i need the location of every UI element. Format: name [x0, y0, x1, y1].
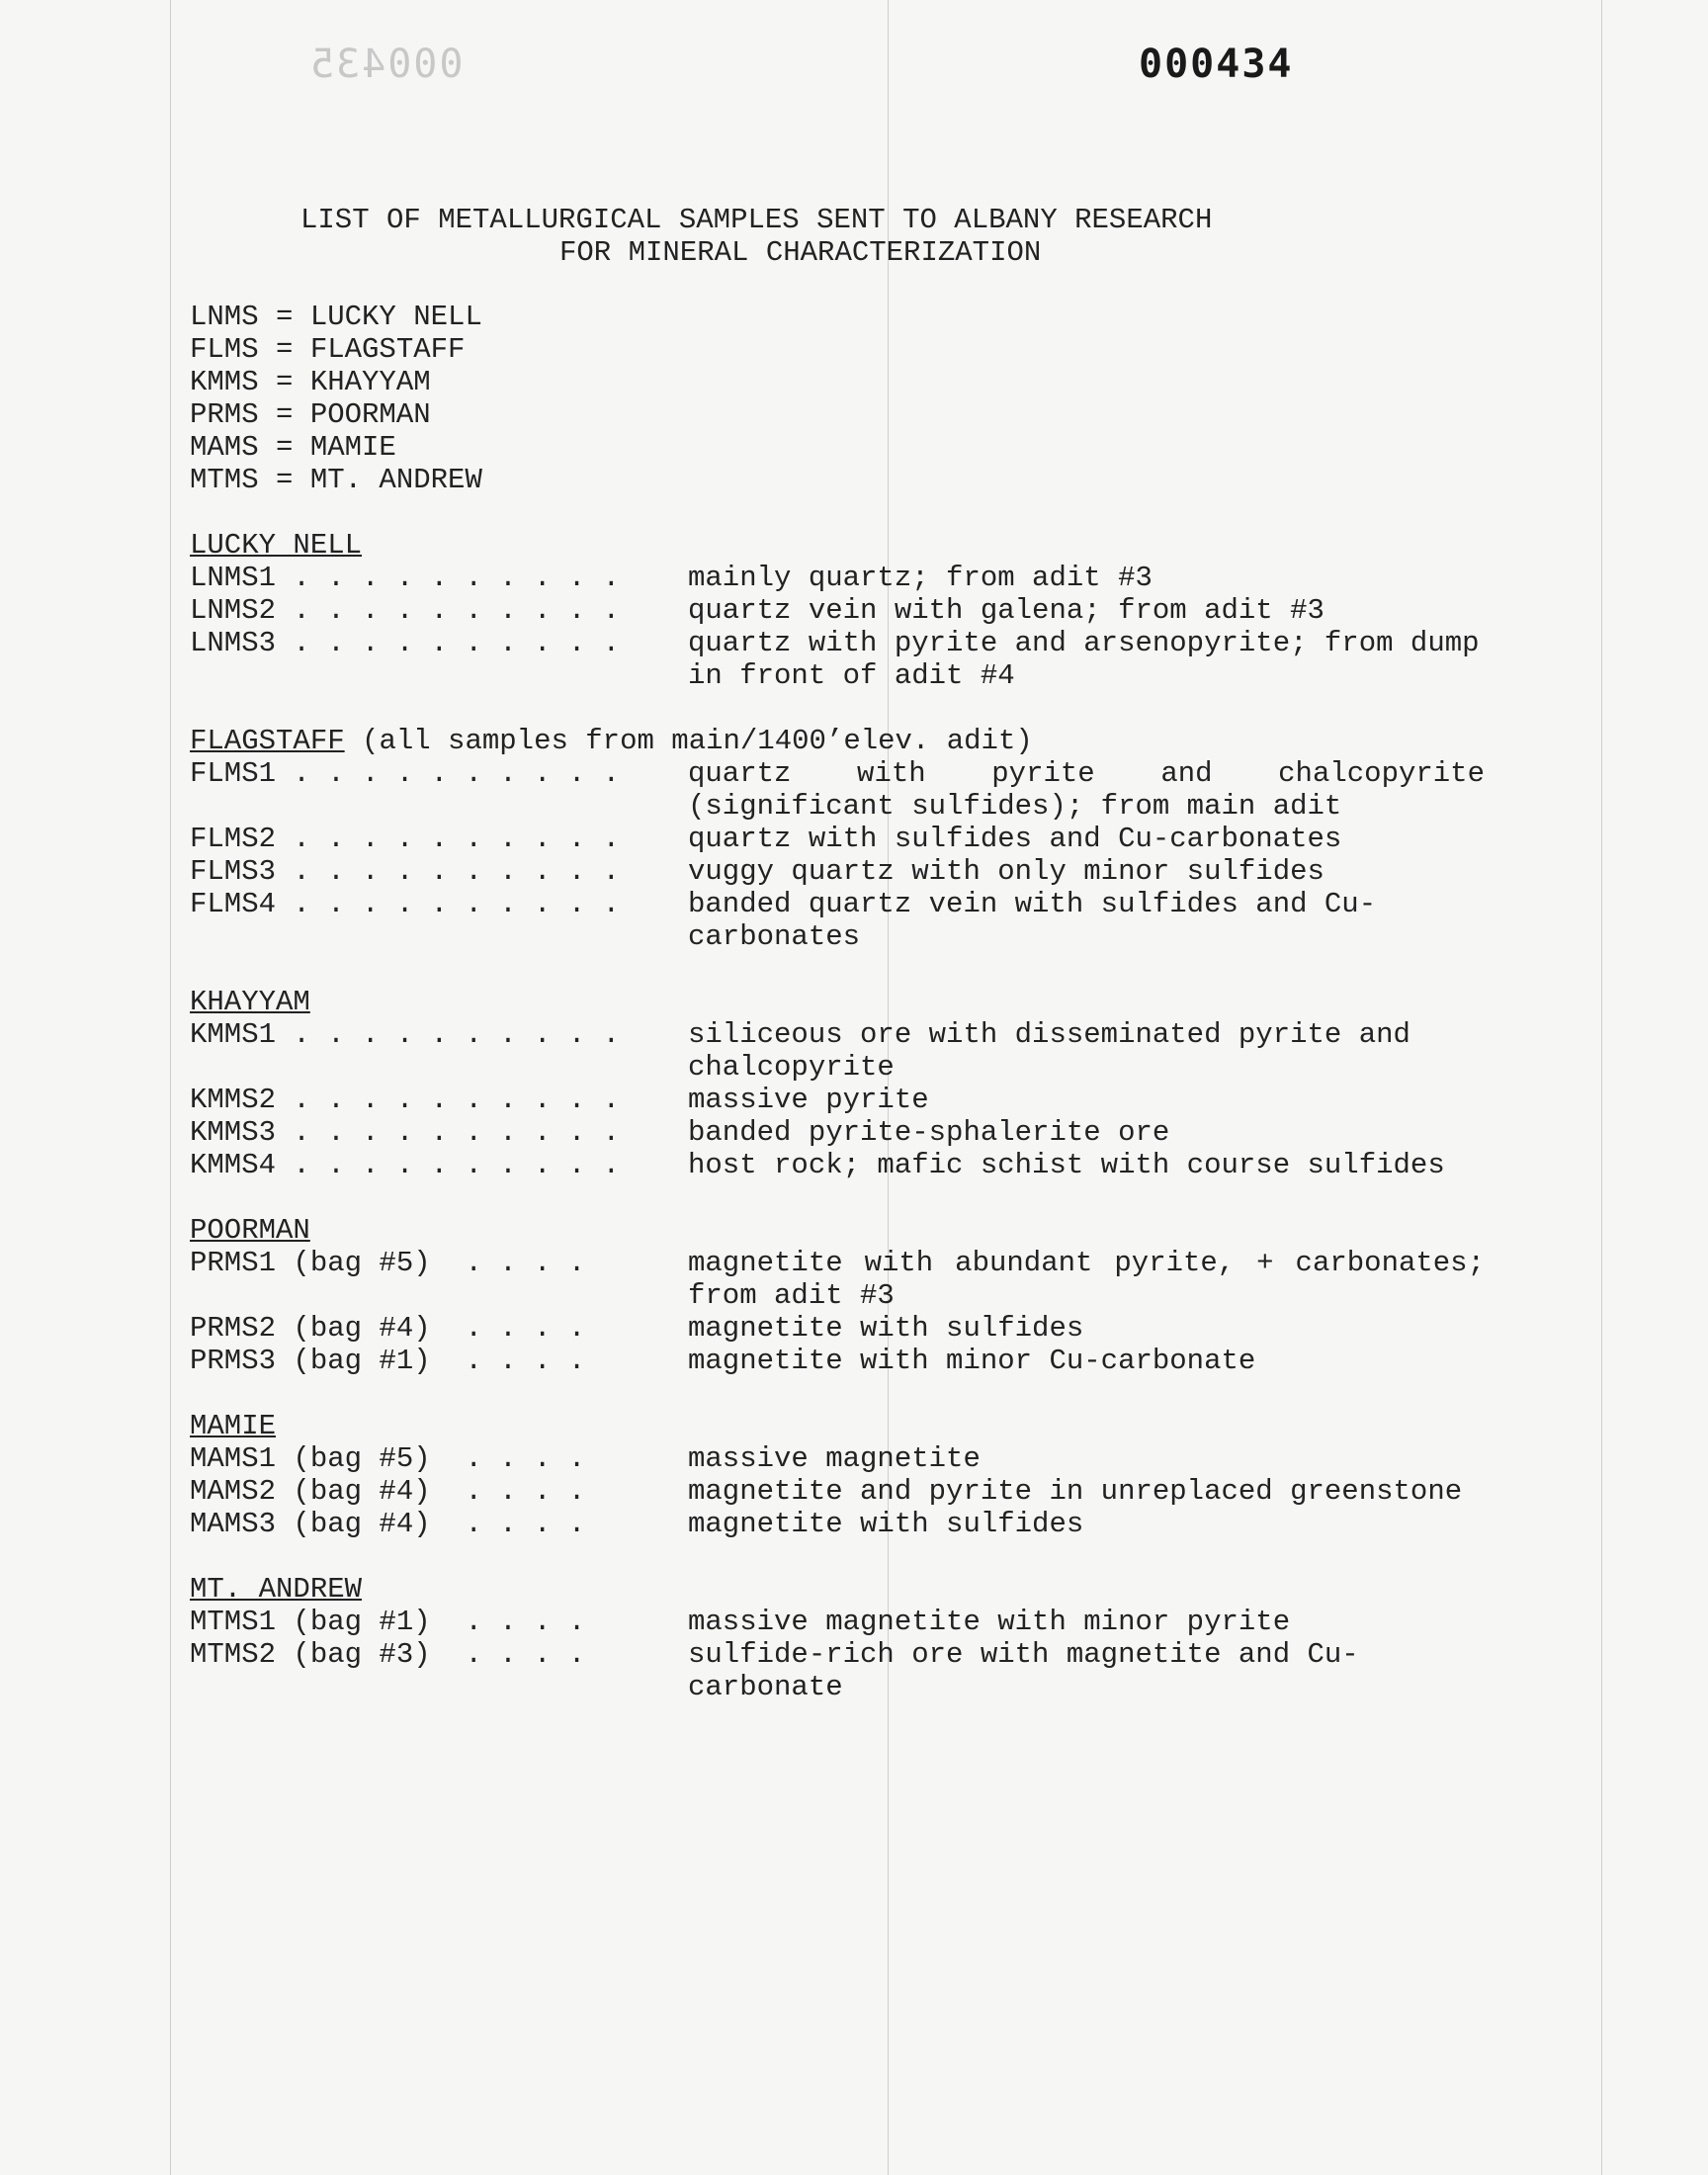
sample-label: FLMS4 . . . . . . . . . .: [190, 888, 621, 920]
sample-label: MTMS1 (bag #1) . . . .: [190, 1606, 586, 1638]
sample-description: magnetite with minor Cu-carbonate: [688, 1345, 1256, 1377]
sample-label: LNMS3 . . . . . . . . . .: [190, 627, 621, 659]
section-heading: [190, 725, 1494, 757]
sample-row: [190, 888, 1494, 953]
legend-item: KMMS = KHAYYAM: [190, 366, 431, 398]
legend-item: MAMS = MAMIE: [190, 431, 396, 464]
sample-row: [190, 1638, 1494, 1703]
sample-description: mainly quartz; from adit #3: [688, 562, 1153, 594]
section-name: FLAGSTAFF: [190, 725, 345, 757]
sample-description: vuggy quartz with only minor sulfides: [688, 855, 1324, 888]
section-heading: [190, 986, 1494, 1018]
sample-row: [190, 1606, 1494, 1638]
sample-description: magnetite with abundant pyrite, + carbonates; from adit #3: [688, 1247, 1485, 1312]
sample-description: quartz with pyrite and arsenopyrite; from dump in front of adit #4: [688, 627, 1480, 692]
sample-description: massive magnetite: [688, 1442, 981, 1475]
sample-row: [190, 1442, 1494, 1475]
sample-row: [190, 1149, 1494, 1181]
sample-row: [190, 1345, 1494, 1377]
section-name: MAMIE: [190, 1410, 277, 1442]
sample-description: magnetite and pyrite in unreplaced greenstone: [688, 1475, 1463, 1508]
sample-label: LNMS1 . . . . . . . . . .: [190, 562, 621, 594]
document-body: [190, 301, 1494, 1703]
sample-row: [190, 855, 1494, 888]
sample-row: [190, 1084, 1494, 1116]
legend-item: PRMS = POORMAN: [190, 398, 431, 431]
sample-label: PRMS2 (bag #4) . . . .: [190, 1312, 586, 1345]
sample-row: [190, 1247, 1494, 1312]
bleed-through-stamp: 000435: [308, 42, 464, 87]
sample-label: KMMS4 . . . . . . . . . .: [190, 1149, 621, 1181]
sample-description: quartz with pyrite and chalcopyrite (significant sulfides); from main adit: [688, 757, 1485, 823]
sample-label: PRMS1 (bag #5) . . . .: [190, 1247, 586, 1279]
sample-description: host rock; mafic schist with course sulfides: [688, 1149, 1445, 1181]
sample-row: [190, 1312, 1494, 1345]
sample-description: quartz with sulfides and Cu-carbonates: [688, 823, 1342, 855]
sample-label: FLMS1 . . . . . . . . . .: [190, 757, 621, 790]
section-name: MT. ANDREW: [190, 1573, 363, 1606]
section-heading: [190, 529, 1494, 562]
page-number-stamp: 000434: [1139, 42, 1294, 87]
section-heading: [190, 1573, 1494, 1606]
legend-item: FLMS = FLAGSTAFF: [190, 333, 466, 366]
sample-description: quartz vein with galena; from adit #3: [688, 594, 1324, 627]
section-name: KHAYYAM: [190, 986, 310, 1018]
sample-row: [190, 1508, 1494, 1540]
section-heading: [190, 1410, 1494, 1442]
sample-label: KMMS1 . . . . . . . . . .: [190, 1018, 621, 1051]
section-name: POORMAN: [190, 1214, 310, 1247]
sample-row: [190, 757, 1494, 823]
sample-row: [190, 1475, 1494, 1508]
sample-description: banded quartz vein with sulfides and Cu-carbonates: [688, 888, 1377, 953]
legend-item: MTMS = MT. ANDREW: [190, 464, 482, 496]
sample-label: FLMS2 . . . . . . . . . .: [190, 823, 621, 855]
section-mt-andrew: [190, 1573, 1494, 1703]
section-poorman: [190, 1214, 1494, 1377]
sample-label: MAMS3 (bag #4) . . . .: [190, 1508, 586, 1540]
document-title: [0, 204, 1708, 269]
title-line-1: LIST OF METALLURGICAL SAMPLES SENT TO ALBANY RESEARCH: [300, 204, 1213, 236]
sample-description: magnetite with sulfides: [688, 1312, 1084, 1345]
sample-label: KMMS2 . . . . . . . . . .: [190, 1084, 621, 1116]
sample-description: banded pyrite-sphalerite ore: [688, 1116, 1170, 1149]
sample-row: [190, 562, 1494, 594]
scan-line-right: [1601, 0, 1602, 2175]
sample-description: sulfide-rich ore with magnetite and Cu-carbonate: [688, 1638, 1359, 1703]
sample-row: [190, 627, 1494, 692]
sample-label: MTMS2 (bag #3) . . . .: [190, 1638, 586, 1671]
sample-label: PRMS3 (bag #1) . . . .: [190, 1345, 586, 1377]
sample-row: [190, 1116, 1494, 1149]
sample-row: [190, 823, 1494, 855]
scan-line-left: [170, 0, 171, 2175]
section-heading: [190, 1214, 1494, 1247]
sample-description: magnetite with sulfides: [688, 1508, 1084, 1540]
sample-label: MAMS2 (bag #4) . . . .: [190, 1475, 586, 1508]
sample-label: FLMS3 . . . . . . . . . .: [190, 855, 621, 888]
sample-label: MAMS1 (bag #5) . . . .: [190, 1442, 586, 1475]
abbreviation-legend: [190, 301, 1494, 496]
legend-item: LNMS = LUCKY NELL: [190, 301, 482, 333]
section-khayyam: [190, 986, 1494, 1181]
section-lucky-nell: [190, 529, 1494, 692]
section-note: (all samples from main/1400’elev. adit): [344, 725, 1033, 757]
sample-description: massive magnetite with minor pyrite: [688, 1606, 1291, 1638]
section-name: LUCKY NELL: [190, 529, 363, 562]
sample-label: LNMS2 . . . . . . . . . .: [190, 594, 621, 627]
sample-description: siliceous ore with disseminated pyrite and chalcopyrite: [688, 1018, 1410, 1084]
sample-label: KMMS3 . . . . . . . . . .: [190, 1116, 621, 1149]
sample-description: massive pyrite: [688, 1084, 929, 1116]
title-line-2: FOR MINERAL CHARACTERIZATION: [559, 236, 1042, 269]
sample-row: [190, 1018, 1494, 1084]
sample-row: [190, 594, 1494, 627]
section-mamie: [190, 1410, 1494, 1540]
section-flagstaff: [190, 725, 1494, 953]
